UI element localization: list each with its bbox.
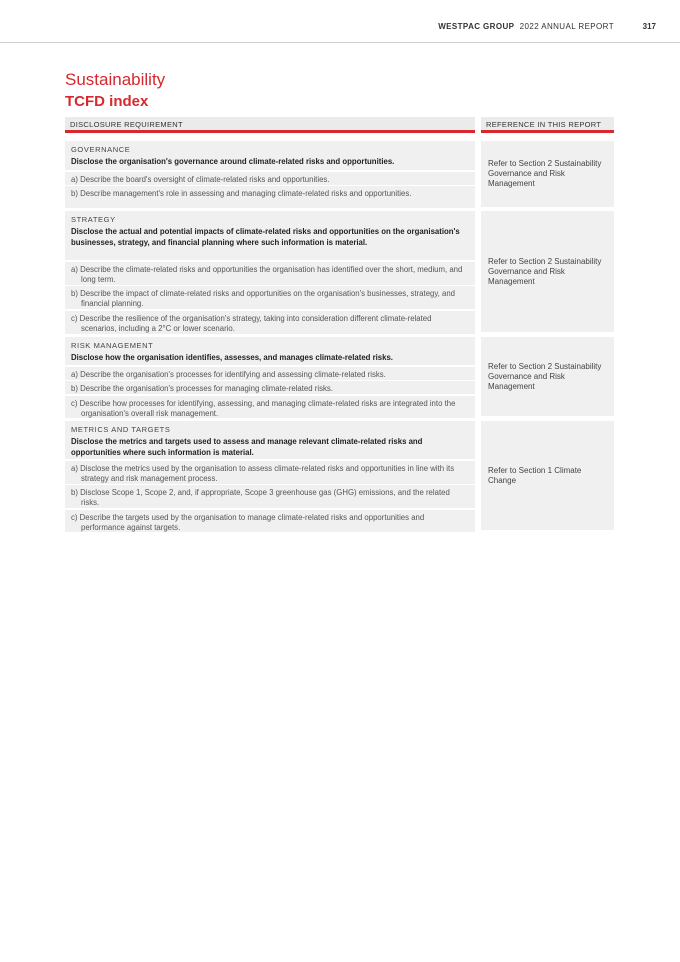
report-title: 2022 ANNUAL REPORT — [519, 22, 614, 31]
list-item: a) Describe the board's oversight of climate-related risks and opportunities. — [65, 172, 475, 185]
list-item: c) Describe how processes for identifying, assessing, and managing climate-related risks are integrated into the organisation's overall risk management. — [65, 396, 475, 418]
list-item: a) Disclose the metrics used by the organisation to assess climate-related risks and opportunities in line with its strategy and risk management process. — [65, 461, 475, 484]
disclosure-text: Disclose how the organisation identifies, assesses, and manages climate-related risks. — [71, 353, 393, 362]
list-item: b) Disclose Scope 1, Scope 2, and, if appropriate, Scope 3 greenhouse gas (GHG) emissions, and the related risks. — [65, 485, 475, 508]
reference-cell — [481, 141, 614, 207]
column-header-disclosure: DISCLOSURE REQUIREMENT — [65, 117, 475, 133]
category-label: GOVERNANCE — [71, 145, 131, 154]
section-title: Sustainability — [65, 70, 166, 89]
reference-text: Refer to Section 1 Climate Change — [488, 465, 582, 485]
category-label: RISK MANAGEMENT — [71, 341, 154, 350]
reference-cell — [481, 421, 614, 530]
column-header-reference: REFERENCE IN THIS REPORT — [481, 117, 614, 133]
category-label: METRICS AND TARGETS — [71, 425, 171, 434]
list-item: c) Describe the resilience of the organisation's strategy, taking into consideration different climate-related scenarios, including a 2°C or lower scenario. — [65, 311, 475, 334]
table-group-governance — [65, 141, 614, 207]
page-title: TCFD index — [65, 93, 149, 110]
list-item: b) Describe the impact of climate-related risks and opportunities on the organisation's businesses, strategy, and financial planning. — [65, 286, 475, 309]
disclosure-text: Disclose the actual and potential impacts of climate-related risks and opportunities on the organisation's businesses, strategy, and financial planning where such information is material. — [71, 227, 460, 247]
table-group-strategy — [65, 211, 614, 332]
reference-text: Refer to Section 2 Sustainability Governance and Risk Management — [488, 159, 602, 188]
disclosure-text: Disclose the metrics and targets used to assess and manage relevant climate-related risks and opportunities where such information is material. — [71, 437, 423, 457]
list-item: a) Describe the climate-related risks and opportunities the organisation has identified over the short, medium, and long term. — [65, 262, 475, 285]
disclosure-text: Disclose the organisation's governance around climate-related risks and opportunities. — [71, 157, 395, 166]
strategy-heading — [65, 211, 475, 260]
list-item: a) Describe the organisation's processes for identifying and assessing climate-related risks. — [65, 367, 475, 380]
reference-cell — [481, 337, 614, 416]
page-header — [0, 0, 680, 43]
list-item: c) Describe the targets used by the organisation to manage climate-related risks and opportunities and performance against targets. — [65, 510, 475, 532]
list-item: b) Describe the organisation's processes for managing climate-related risks. — [65, 381, 475, 394]
risk-management-heading — [65, 337, 475, 365]
table-group-metrics-and-targets — [65, 421, 614, 530]
reference-cell — [481, 211, 614, 332]
reference-text: Refer to Section 2 Sustainability Governance and Risk Management — [488, 361, 602, 391]
metrics-heading — [65, 421, 475, 459]
reference-text: Refer to Section 2 Sustainability Governance and Risk Management — [488, 256, 602, 286]
list-item: b) Describe management's role in assessing and managing climate-related risks and opportunities. — [65, 186, 475, 208]
category-label: STRATEGY — [71, 215, 116, 224]
brand-name: WESTPAC GROUP — [438, 22, 515, 31]
governance-heading — [65, 141, 475, 170]
table-group-risk-management — [65, 337, 614, 416]
report-name — [438, 22, 614, 31]
page-number: 317 — [642, 22, 656, 31]
